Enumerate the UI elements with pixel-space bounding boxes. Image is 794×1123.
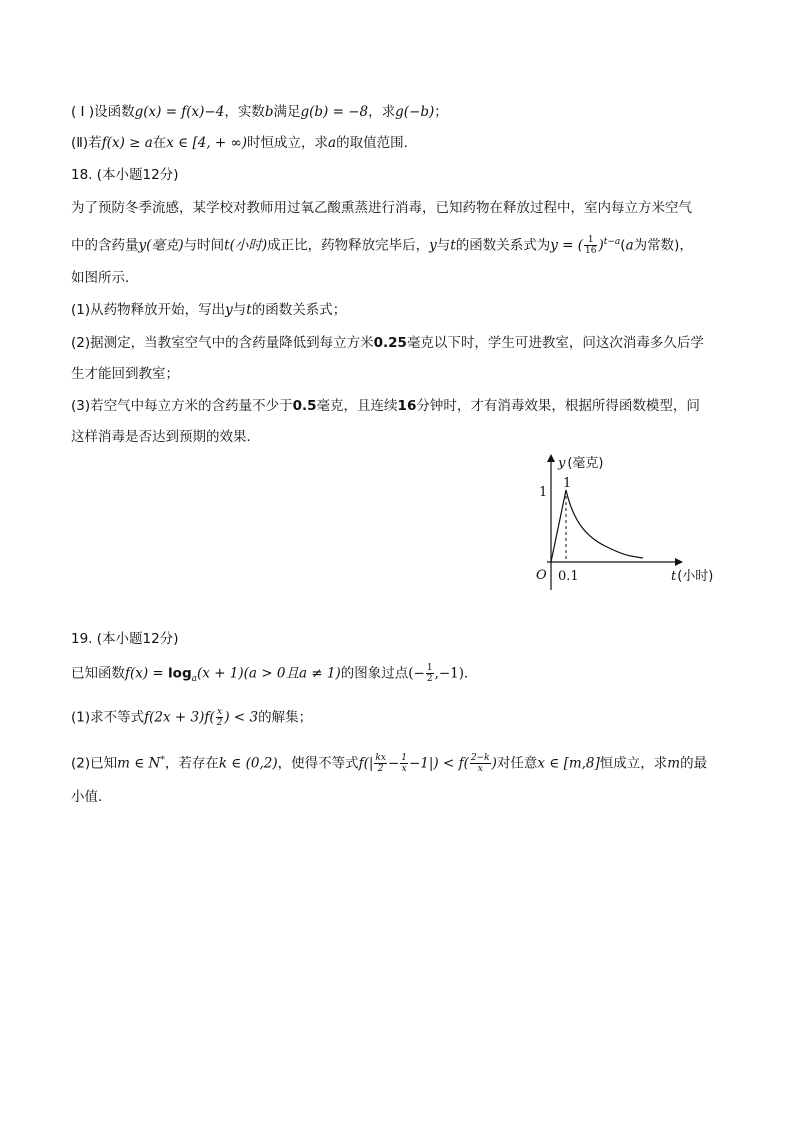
math-var: y — [225, 302, 233, 318]
text: 为常数)， — [633, 237, 693, 254]
text: 与时间 — [183, 237, 225, 254]
fraction-denominator: 16 — [585, 246, 597, 256]
math-expr: m ∈ N — [117, 755, 161, 772]
q18-stem-line3: 如图所示． — [71, 270, 139, 286]
math-expr: ) < 3 — [224, 709, 259, 726]
text: ． — [464, 665, 478, 682]
text: (1)从药物释放开始，写出 — [71, 302, 226, 318]
math-expr: ) — [491, 755, 497, 772]
q18-header: 18. (本小题12分) — [71, 167, 179, 183]
q18-sub3-line2: 这样消毒是否达到预期的效果． — [71, 429, 260, 445]
math-expr: x ∈ [4, + ∞) — [166, 135, 248, 151]
math-var: t — [246, 302, 252, 318]
math-expr: f(x) = — [125, 665, 169, 682]
math-var: t — [450, 237, 456, 254]
number: 0.5 — [292, 398, 317, 414]
text: 分钟时，才有消毒效果，根据所得函数模型，问 — [416, 398, 700, 414]
fraction-numerator: 1 — [584, 235, 597, 246]
q18-stem-line1: 为了预防冬季流感，某学校对教师用过氧乙酸熏蒸进行消毒，已知药物在释放过程中，室内每立方米空气 — [71, 200, 692, 216]
text: ，若存在 — [164, 755, 219, 772]
math-expr: f(x) ≥ a — [101, 135, 153, 151]
log-symbol: log — [168, 665, 192, 682]
fraction — [400, 753, 408, 774]
math-expr: g(−b) — [395, 104, 435, 120]
text: 的最 — [680, 755, 708, 772]
text: 与 — [232, 302, 247, 318]
q19-stem — [71, 663, 478, 689]
math-expr: ,−1) — [434, 665, 465, 682]
fraction-numerator: 2−k — [470, 753, 490, 763]
q19-header: 19. (本小题12分) — [71, 631, 179, 647]
math-expr: g(x) = f(x)−4 — [134, 104, 225, 120]
text: 在 — [152, 135, 167, 151]
fraction — [216, 707, 224, 728]
text: 的图象过点 — [340, 665, 409, 682]
q18-figure — [525, 450, 725, 600]
text: ，求 — [368, 104, 396, 120]
text: (2)据测定，当教室空气中的含药量降低到每立方米 — [71, 335, 374, 351]
text: (3)若空气中每立方米的含药量不少于 — [71, 398, 293, 414]
y-axis-label: y (毫克) — [558, 456, 604, 471]
fraction-numerator: x — [216, 707, 223, 717]
text: (2)已知 — [71, 755, 118, 772]
fraction — [374, 753, 387, 774]
math-var: b — [264, 104, 274, 120]
q18-sub1 — [71, 300, 346, 320]
text: 毫克以下时，学生可进教室，问这次消毒多久后学 — [406, 335, 704, 351]
text: (1)求不等式 — [71, 709, 145, 726]
y-tick-1: 1 — [539, 485, 548, 500]
math-expr: x ∈ [m,8] — [537, 755, 600, 772]
text: 对任意 — [496, 755, 538, 772]
number: 0.25 — [373, 335, 407, 351]
math-expr: (a > 0且a ≠ 1) — [243, 665, 341, 682]
math-expr: −1|) < f( — [408, 755, 469, 772]
math-expr: − — [387, 755, 400, 772]
q17-part1 — [71, 102, 448, 122]
q19-sub2-line1 — [71, 750, 707, 774]
rising-segment — [551, 490, 566, 562]
fraction-numerator: kx — [375, 753, 386, 763]
superscript: * — [160, 755, 165, 765]
math-var: a — [625, 237, 634, 254]
fraction-denominator: 2 — [377, 764, 384, 774]
q18-sub2-line1 — [71, 333, 704, 353]
number: 16 — [397, 398, 417, 414]
math-expr: t(小时) — [224, 237, 268, 254]
q18-sub3-line1 — [71, 396, 700, 416]
y-axis-arrow — [547, 454, 555, 462]
fraction-denominator: x — [401, 764, 407, 774]
text: ，实数 — [224, 104, 265, 120]
x-axis-label: t(小时) — [671, 569, 714, 584]
x-axis-arrow — [675, 558, 683, 566]
fraction-denominator: 2 — [216, 718, 223, 728]
text: 与 — [436, 237, 451, 254]
fraction-denominator: 2 — [426, 674, 433, 684]
q18-sub2-line2: 生才能回到教室； — [71, 366, 179, 382]
text: 中的含药量 — [71, 237, 139, 254]
fraction — [426, 663, 434, 684]
log-base: a — [191, 674, 197, 685]
math-expr: y(毫克) — [138, 237, 184, 254]
exponent: t−a — [603, 237, 621, 247]
text: (Ⅱ)若 — [71, 135, 102, 151]
math-expr: g(b) = −8 — [300, 104, 369, 120]
text: 的解集； — [258, 709, 313, 726]
text: ； — [434, 104, 448, 120]
peak-label: 1 — [563, 476, 572, 491]
math-expr: (− — [408, 665, 425, 682]
math-expr: (x + 1) — [197, 665, 244, 682]
math-expr: k ∈ (0,2) — [218, 755, 278, 772]
text: 的取值范围． — [336, 135, 418, 151]
math-var: y — [429, 237, 437, 254]
q19-sub1 — [71, 707, 312, 728]
math-var: m — [667, 755, 681, 772]
text: 毫克，且连续 — [316, 398, 398, 414]
text: ，使得不等式 — [277, 755, 359, 772]
text: 已知函数 — [71, 665, 125, 682]
math-expr: f(2x + 3)f( — [144, 709, 215, 726]
fraction — [470, 753, 491, 774]
x-tick-0.1: 0.1 — [558, 569, 579, 584]
math-expr: ) — [598, 237, 604, 254]
q18-stem-line2 — [71, 232, 693, 256]
decay-curve — [566, 490, 643, 558]
text: 恒成立，求 — [599, 755, 668, 772]
fraction-numerator: 1 — [426, 663, 433, 673]
math-expr: f(| — [358, 755, 374, 772]
text: 满足 — [273, 104, 301, 120]
fraction-numerator: 1 — [401, 753, 407, 763]
q17-part2 — [71, 133, 417, 153]
text: ( Ⅰ )设函数 — [71, 104, 135, 120]
text: 的函数关系式； — [251, 302, 347, 318]
math-expr: y = ( — [550, 237, 584, 254]
math-var: a — [328, 135, 337, 151]
text: 的函数关系式为 — [455, 237, 551, 254]
origin-label: O — [536, 568, 547, 583]
text: 时恒成立，求 — [247, 135, 329, 151]
fraction-denominator: x — [477, 764, 483, 774]
text: ( — [620, 237, 626, 254]
q19-sub2-line2: 小值． — [71, 789, 112, 805]
fraction — [584, 235, 597, 256]
text: 成正比，药物释放完毕后， — [267, 237, 430, 254]
